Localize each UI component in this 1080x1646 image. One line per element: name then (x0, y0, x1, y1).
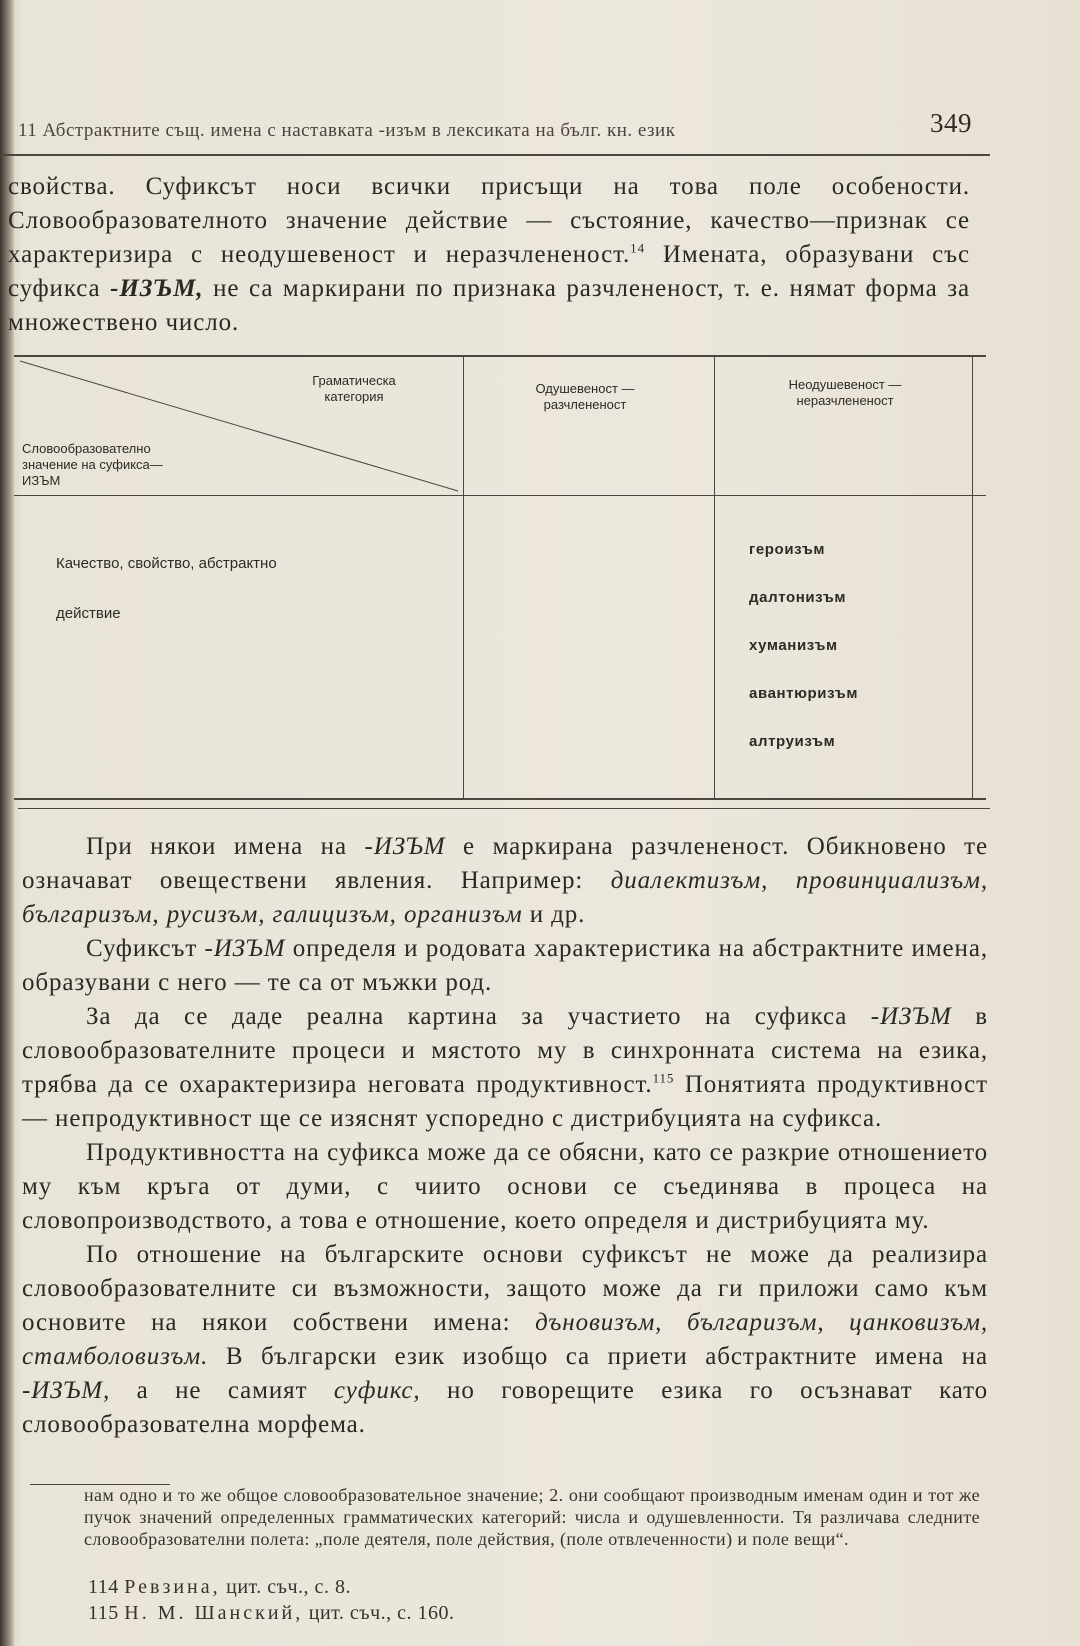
page-number: 349 (930, 108, 972, 138)
footnote-114-author: Ревзина, (124, 1576, 221, 1598)
footnote-ref-115: 115 (652, 1070, 675, 1086)
table-right-border (972, 355, 973, 800)
paragraph-1 (22, 830, 988, 932)
table-word: алтруизъм (749, 733, 836, 750)
p5-text-d: но говорещите езика го осъзнават като словообразователна морфема. (22, 1377, 988, 1438)
paragraph-5 (22, 1238, 988, 1442)
intro-text-2: Имената, образувани със суфикса (8, 241, 971, 302)
p3-text-c: Понятията продуктивност — непродуктивност ще се изяснят успоредно с дистрибуцията на суфикса. (22, 1071, 988, 1132)
suffix-term: -ИЗЪМ (204, 935, 286, 962)
header-word-formation-meaning: Словообразователно значение на суфикса—ИЗЪМ (22, 441, 163, 488)
table-word: далтонизъм (749, 589, 847, 606)
p1-text-c: и др. (522, 901, 586, 928)
p2-text-a: Суфиксът (86, 935, 205, 962)
suffix-term: -ИЗЪМ (870, 1003, 952, 1030)
table-word: хуманизъм (749, 637, 838, 654)
intro-text-1: свойства. Суфиксът носи всички присъщи на това поле особености. Словообразователното значение действие — състояние, качество—признак се характеризира с неодушевеност и неразчлененост. (8, 173, 970, 268)
grammar-table (14, 355, 986, 800)
header-inanimate: Неодушевеност — неразчлененост (788, 377, 902, 408)
table-lower-rule (18, 808, 990, 809)
table-bottom-border (14, 798, 986, 800)
footnote-114-mark: 114 (88, 1576, 119, 1598)
footnote-114 (88, 1576, 351, 1599)
running-title: 11 Абстрактните същ. имена с наставката -изъм в лексиката на бълг. кн. език (18, 120, 676, 141)
suffix-term: -ИЗЪМ, (22, 1377, 111, 1404)
paragraph-2 (22, 932, 988, 1000)
footnote-ref-14: 14 (630, 240, 645, 256)
running-header (18, 106, 978, 150)
footnote-115 (88, 1602, 455, 1625)
intro-paragraph (8, 170, 970, 340)
p1-text-a: При някои имена на (86, 833, 365, 860)
p5-text-b: В български език изобщо са приети абстрактните имена на (208, 1343, 988, 1370)
p1-text-b: е маркирана разчлененост. Обикновено те означават овеществени явления. Например: (22, 833, 988, 894)
table-word: авантюризъм (749, 685, 859, 702)
p5-text-a: По отношение на българските основи суфиксът не може да реализира словообразователните си възможности, защото може да ги приложи само към основите на някои собствени имена: (22, 1241, 988, 1336)
header-grammatical-category: Граматическа категория (312, 373, 396, 404)
p3-text-a: За да се даде реална картина за участието на суфикса (86, 1003, 871, 1030)
p1-examples: диалектизъм, провинциализъм, българизъм, русизъм, галицизъм, организъм (22, 867, 988, 928)
table-col-divider-2 (714, 355, 715, 800)
footnote-115-author: Н. М. Шанский, (124, 1602, 304, 1624)
footnote-115-mark: 115 (88, 1602, 119, 1624)
p3-text-b: в словообразователните процеси и мястото му в синхронната система на езика, трябва да се охарактеризира неговата продуктивност. (22, 1003, 988, 1098)
footnote-115-source: цит. съч., с. 160. (308, 1602, 455, 1624)
suffix-term: -ИЗЪМ (364, 833, 446, 860)
paragraph-3 (22, 1000, 988, 1136)
p2-text-b: определя и родовата характеристика на абстрактните имена, образувани с него — те са от мъжки род. (22, 935, 988, 996)
row-label-action: действие (56, 605, 121, 622)
suffix-term: -ИЗЪМ, (110, 275, 204, 302)
p5-suffix-word: суфикс, (333, 1377, 421, 1404)
footnote-continuation: нам одно и то же общое словообразовательное значение; 2. они сообщают производным именам один и тот же пучок значений определенных грамматических категорий: числа и одушевленности. Тя различава следните словообразователни полета: „поле деятеля, поле действия, (поле отвлеченности) и поле вещи“. (84, 1485, 980, 1549)
table-word: героизъм (749, 541, 826, 558)
header-animate: Одушевеност — разчлененост (535, 381, 635, 412)
paragraph-4: Продуктивността на суфикса може да се обясни, като се разкрие отношението му към кръга от думи, с чиито основи се съединява в процеса на словопроизводството, а това е отношение, което определя и дистрибуцията му. (22, 1139, 988, 1234)
p5-text-c: а не самият (110, 1377, 334, 1404)
table-col-divider-1 (463, 355, 464, 800)
header-rule (0, 154, 990, 156)
intro-text-3: не са маркирани по признака разчлененост, т. е. нямат форма за множествено число. (8, 275, 970, 336)
p5-examples: дъновизъм, българизъм, цанковизъм, стамболовизъм. (22, 1309, 988, 1370)
footnote-114-source: цит. съч., с. 8. (226, 1576, 351, 1598)
row-label-quality: Качество, свойство, абстрактно (56, 555, 277, 572)
